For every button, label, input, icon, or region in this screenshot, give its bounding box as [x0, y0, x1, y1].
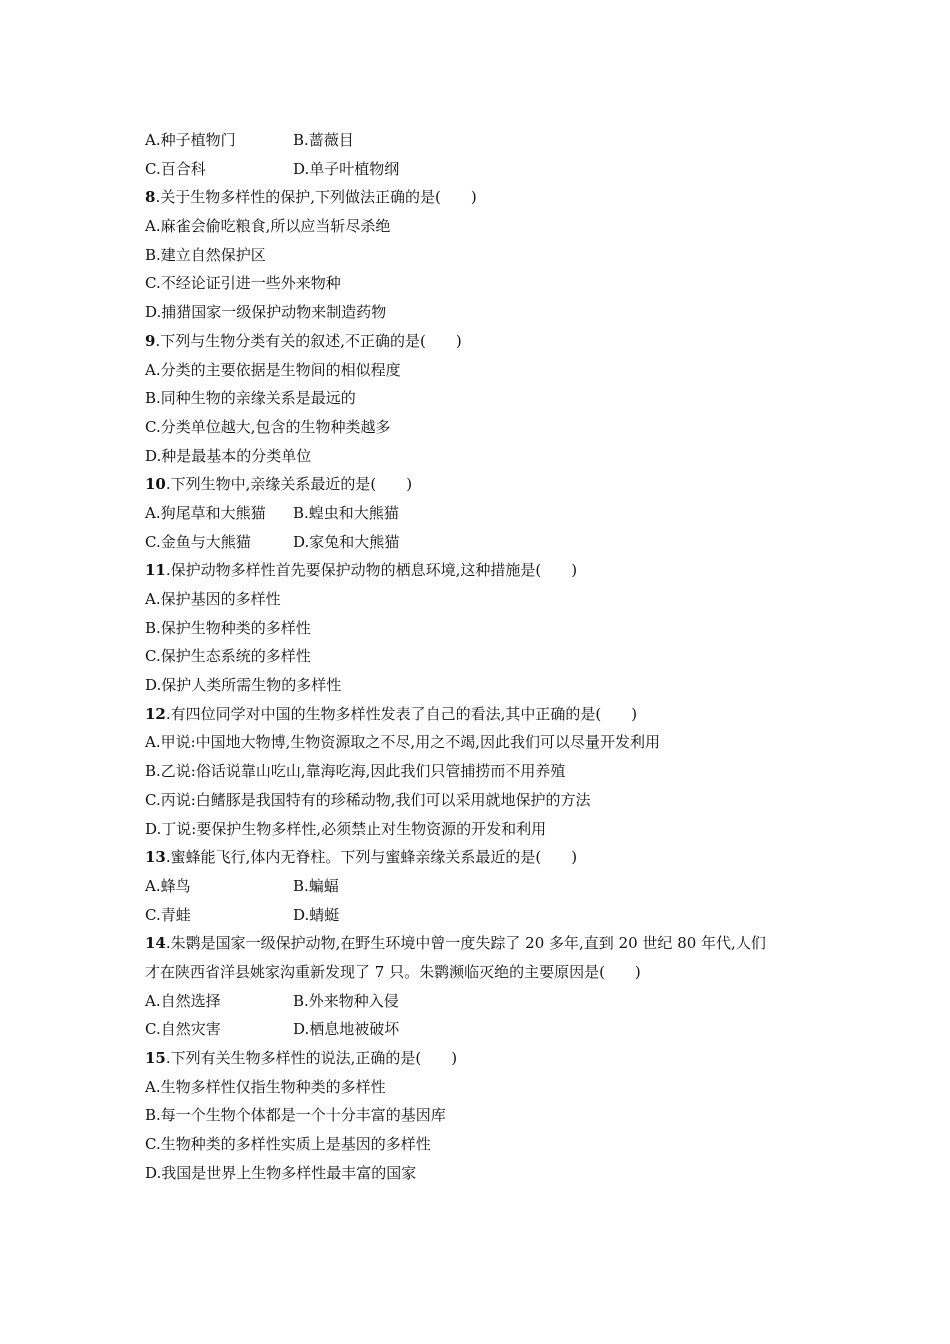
q15-option-a: A.生物多样性仅指生物种类的多样性 [145, 1077, 386, 1096]
q11-option-c: C.保护生态系统的多样性 [145, 647, 311, 666]
q15-option-b: B.每一个生物个体都是一个十分丰富的基因库 [145, 1106, 446, 1125]
q13-option-c: C.青蛙 [145, 905, 191, 924]
q8-number: 8 [145, 188, 156, 207]
q14-number: 14 [145, 934, 166, 953]
q13-number: 13 [145, 848, 166, 867]
q15-stem-text: .下列有关生物多样性的说法,正确的是( ) [165, 1049, 458, 1067]
q10-option-d: D.家兔和大熊猫 [293, 532, 400, 551]
q9-stem-text: .下列与生物分类有关的叙述,不正确的是( ) [155, 331, 462, 350]
q12-option-b: B.乙说:俗话说靠山吃山,靠海吃海,因此我们只管捕捞而不用养殖 [145, 762, 566, 781]
q11-option-b: B.保护生物种类的多样性 [145, 618, 311, 637]
q13-option-d: D.蜻蜓 [293, 905, 340, 924]
q13-option-a: A.蜂鸟 [145, 876, 191, 895]
q14-stem-line-1 [145, 929, 825, 958]
q10-options-row-1 [145, 499, 825, 528]
q15-stem [145, 1044, 825, 1073]
q10-options-row-2 [145, 528, 825, 557]
q13-option-b: B.蝙蝠 [293, 876, 339, 895]
q12-option-d: D.丁说:要保护生物多样性,必须禁止对生物资源的开发和利用 [145, 819, 547, 838]
q13-stem [145, 843, 825, 872]
q11-option-a: A.保护基因的多样性 [145, 590, 281, 608]
q14-options-row-2 [145, 1015, 825, 1044]
q11-stem [145, 556, 825, 585]
q9-option-a: A.分类的主要依据是生物间的相似程度 [145, 360, 401, 379]
q7-options-row-2 [145, 155, 825, 184]
q8-stem [145, 183, 825, 212]
q14-option-a: A.自然选择 [145, 991, 221, 1010]
q15-number: 15 [145, 1049, 166, 1067]
q14-stem-text-1: .朱鹮是国家一级保护动物,在野生环境中曾一度失踪了 20 多年,直到 20 世纪 80 年代,人们 [165, 934, 766, 953]
q7-option-c: C.百合科 [145, 159, 206, 178]
q15-option-d: D.我国是世界上生物多样性最丰富的国家 [145, 1163, 417, 1182]
q13-options-row-1 [145, 872, 825, 901]
q14-option-d: D.栖息地被破坏 [293, 1020, 400, 1039]
q14-option-c: C.自然灾害 [145, 1020, 221, 1039]
q7-option-d: D.单子叶植物纲 [293, 159, 400, 178]
q13-stem-text: .蜜蜂能飞行,体内无脊柱。下列与蜜蜂亲缘关系最近的是( ) [165, 848, 578, 867]
q10-stem [145, 470, 825, 499]
q10-number: 10 [145, 475, 166, 494]
q14-options-row-1 [145, 987, 825, 1016]
q7-options-row-1 [145, 126, 825, 155]
q14-stem-line-2: 才在陕西省洋县姚家沟重新发现了 7 只。朱鹮濒临灭绝的主要原因是( ) [145, 962, 641, 981]
q11-stem-text: .保护动物多样性首先要保护动物的栖息环境,这种措施是( ) [165, 561, 578, 580]
q8-option-d: D.捕猎国家一级保护动物来制造药物 [145, 303, 387, 322]
q9-stem [145, 327, 825, 356]
q10-option-b: B.蝗虫和大熊猫 [293, 503, 399, 522]
q8-option-c: C.不经论证引进一些外来物种 [145, 274, 341, 293]
q12-number: 12 [145, 704, 166, 723]
q12-stem-text: .有四位同学对中国的生物多样性发表了自己的看法,其中正确的是( ) [165, 704, 638, 723]
q8-option-a: A.麻雀会偷吃粮食,所以应当斩尽杀绝 [145, 217, 391, 236]
q11-number: 11 [145, 561, 166, 580]
q12-option-c: C.丙说:白鳍豚是我国特有的珍稀动物,我们可以采用就地保护的方法 [145, 790, 591, 809]
q9-option-c: C.分类单位越大,包含的生物种类越多 [145, 417, 391, 436]
q7-option-b: B.蔷薇目 [293, 131, 354, 149]
q9-option-b: B.同种生物的亲缘关系是最远的 [145, 389, 356, 408]
q10-option-c: C.金鱼与大熊猫 [145, 532, 251, 551]
q9-number: 9 [145, 331, 156, 350]
question-page [145, 126, 825, 1187]
q10-stem-text: .下列生物中,亲缘关系最近的是( ) [165, 475, 413, 494]
q13-options-row-2 [145, 901, 825, 930]
q8-stem-text: .关于生物多样性的保护,下列做法正确的是( ) [155, 188, 477, 207]
q12-stem [145, 700, 825, 729]
q15-option-c: C.生物种类的多样性实质上是基因的多样性 [145, 1135, 431, 1154]
q10-option-a: A.狗尾草和大熊猫 [145, 503, 266, 522]
q11-option-d: D.保护人类所需生物的多样性 [145, 676, 342, 695]
q8-option-b: B.建立自然保护区 [145, 245, 266, 264]
q14-option-b: B.外来物种入侵 [293, 991, 399, 1010]
q7-option-a: A.种子植物门 [145, 131, 236, 149]
q12-option-a: A.甲说:中国地大物博,生物资源取之不尽,用之不竭,因此我们可以尽量开发利用 [145, 733, 660, 752]
q9-option-d: D.种是最基本的分类单位 [145, 446, 312, 465]
